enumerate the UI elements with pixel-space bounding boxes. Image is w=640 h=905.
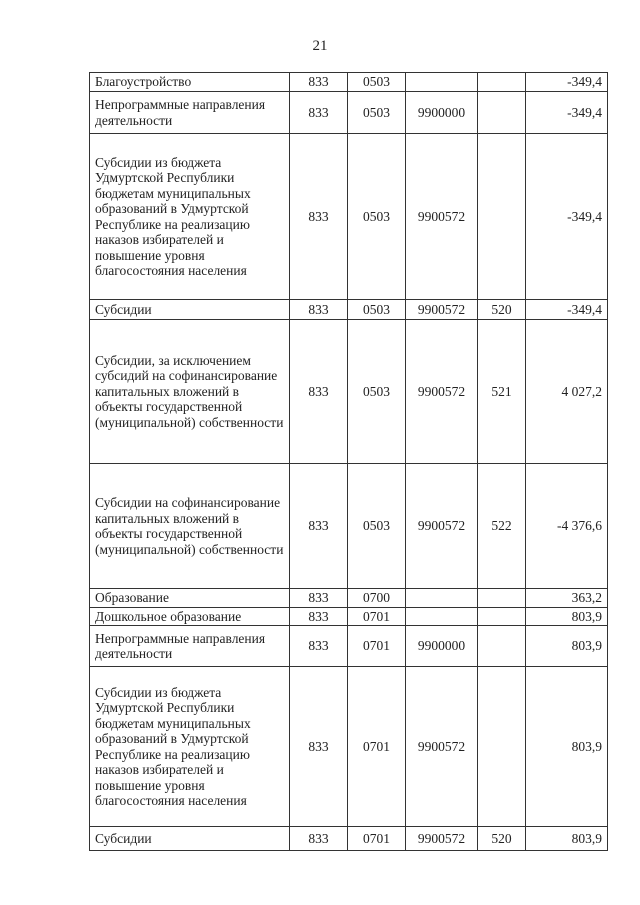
expense-type-cell	[478, 608, 526, 626]
target-item-cell: 9900572	[406, 667, 478, 827]
target-item-cell	[406, 589, 478, 608]
item-name-cell: Субсидии из бюджета Удмуртской Республики бюджетам муниципальных образований в Удмуртской Республике на реализацию наказов избирателей и повышение уровня благосостояния населения	[90, 667, 290, 827]
expense-type-cell: 522	[478, 464, 526, 589]
amount-cell: 363,2	[526, 589, 608, 608]
section-code-cell: 0503	[348, 92, 406, 134]
section-code-cell: 0503	[348, 134, 406, 300]
ministry-code-cell: 833	[290, 134, 348, 300]
section-code-cell: 0503	[348, 300, 406, 320]
ministry-code-cell: 833	[290, 320, 348, 464]
table-row	[90, 300, 608, 320]
section-code-cell: 0701	[348, 827, 406, 851]
budget-table-body	[90, 73, 608, 851]
item-name-cell: Субсидии	[90, 300, 290, 320]
target-item-cell: 9900572	[406, 300, 478, 320]
expense-type-cell	[478, 134, 526, 300]
target-item-cell	[406, 608, 478, 626]
item-name-cell: Непрограммные направления деятельности	[90, 626, 290, 667]
target-item-cell: 9900572	[406, 827, 478, 851]
expense-type-cell	[478, 626, 526, 667]
item-name-cell: Образование	[90, 589, 290, 608]
table-row	[90, 667, 608, 827]
table-row	[90, 134, 608, 300]
table-row	[90, 320, 608, 464]
amount-cell: 803,9	[526, 827, 608, 851]
amount-cell: -349,4	[526, 92, 608, 134]
item-name-cell: Непрограммные направления деятельности	[90, 92, 290, 134]
target-item-cell	[406, 73, 478, 92]
section-code-cell: 0503	[348, 73, 406, 92]
amount-cell: -349,4	[526, 300, 608, 320]
section-code-cell: 0503	[348, 464, 406, 589]
amount-cell: 803,9	[526, 667, 608, 827]
ministry-code-cell: 833	[290, 73, 348, 92]
target-item-cell: 9900000	[406, 92, 478, 134]
amount-cell: 803,9	[526, 626, 608, 667]
target-item-cell: 9900572	[406, 134, 478, 300]
item-name-cell: Субсидии на софинансирование капитальных вложений в объекты государственной (муниципальной) собственности	[90, 464, 290, 589]
expense-type-cell: 521	[478, 320, 526, 464]
item-name-cell: Субсидии	[90, 827, 290, 851]
amount-cell: -4 376,6	[526, 464, 608, 589]
amount-cell: 803,9	[526, 608, 608, 626]
target-item-cell: 9900572	[406, 464, 478, 589]
target-item-cell: 9900000	[406, 626, 478, 667]
section-code-cell: 0700	[348, 589, 406, 608]
item-name-cell: Благоустройство	[90, 73, 290, 92]
section-code-cell: 0701	[348, 667, 406, 827]
expense-type-cell	[478, 667, 526, 827]
ministry-code-cell: 833	[290, 92, 348, 134]
table-row	[90, 464, 608, 589]
ministry-code-cell: 833	[290, 300, 348, 320]
target-item-cell: 9900572	[406, 320, 478, 464]
page-number: 21	[312, 38, 328, 54]
ministry-code-cell: 833	[290, 464, 348, 589]
expense-type-cell	[478, 589, 526, 608]
item-name-cell: Субсидии из бюджета Удмуртской Республики бюджетам муниципальных образований в Удмуртской Республике на реализацию наказов избирателей и повышение уровня благосостояния населения	[90, 134, 290, 300]
section-code-cell: 0701	[348, 626, 406, 667]
amount-cell: -349,4	[526, 134, 608, 300]
expense-type-cell: 520	[478, 827, 526, 851]
ministry-code-cell: 833	[290, 608, 348, 626]
ministry-code-cell: 833	[290, 589, 348, 608]
table-row	[90, 73, 608, 92]
budget-table	[89, 72, 608, 851]
table-row	[90, 92, 608, 134]
amount-cell: 4 027,2	[526, 320, 608, 464]
table-row	[90, 827, 608, 851]
section-code-cell: 0701	[348, 608, 406, 626]
table-row	[90, 589, 608, 608]
item-name-cell: Субсидии, за исключением субсидий на софинансирование капитальных вложений в объекты государственной (муниципальной) собственности	[90, 320, 290, 464]
expense-type-cell: 520	[478, 300, 526, 320]
ministry-code-cell: 833	[290, 827, 348, 851]
ministry-code-cell: 833	[290, 626, 348, 667]
item-name-cell: Дошкольное образование	[90, 608, 290, 626]
table-row	[90, 608, 608, 626]
expense-type-cell	[478, 73, 526, 92]
ministry-code-cell: 833	[290, 667, 348, 827]
amount-cell: -349,4	[526, 73, 608, 92]
section-code-cell: 0503	[348, 320, 406, 464]
table-row	[90, 626, 608, 667]
expense-type-cell	[478, 92, 526, 134]
